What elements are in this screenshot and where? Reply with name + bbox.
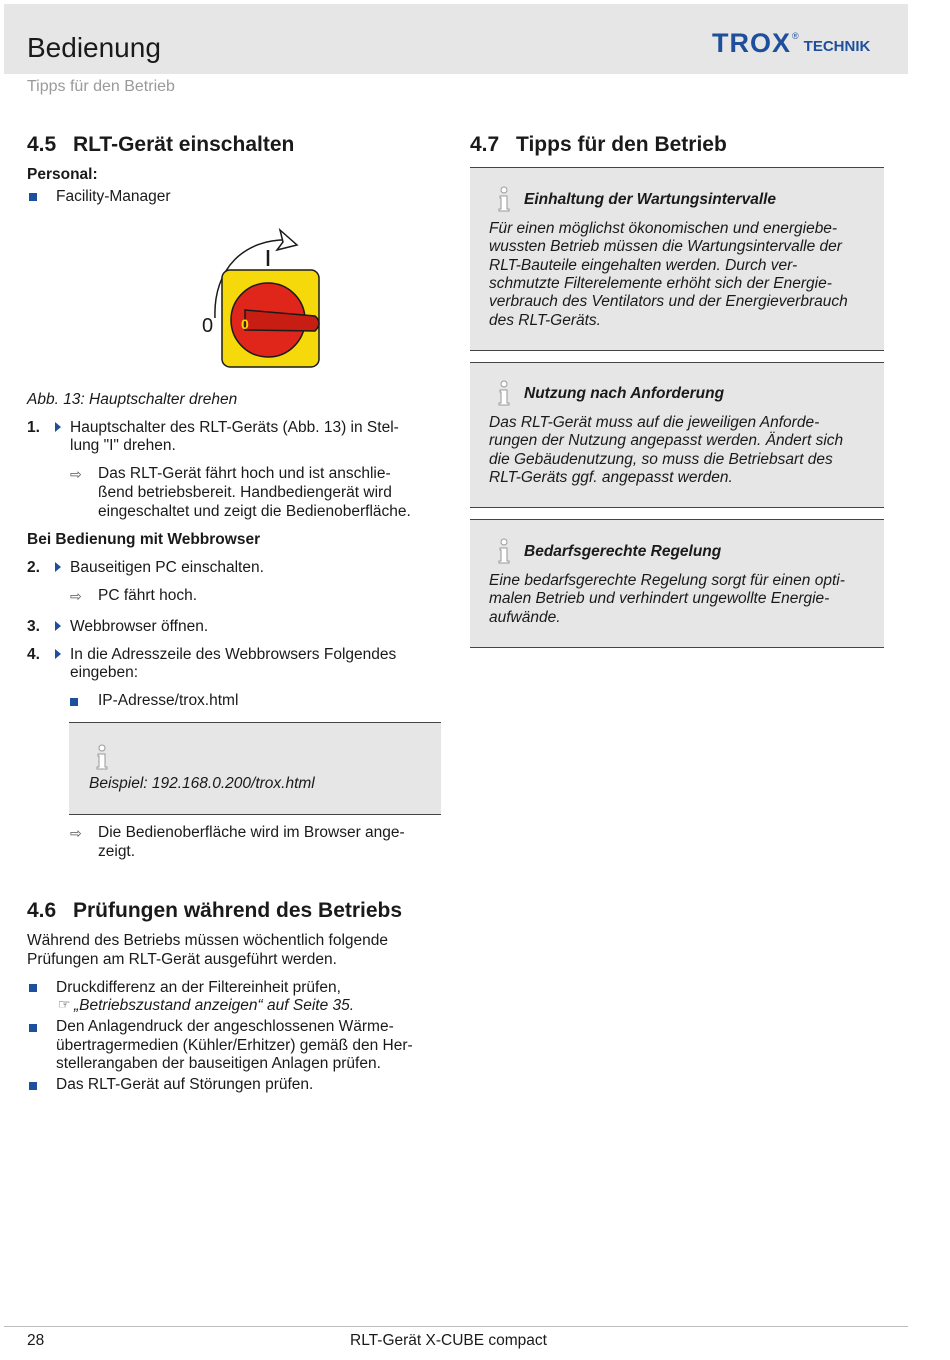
logo-technik: TECHNIK xyxy=(803,38,871,55)
bullet-square xyxy=(70,698,78,706)
step-4-item: IP-Adresse/trox.html xyxy=(98,692,239,709)
result-4-line-2: zeigt. xyxy=(98,843,136,860)
step-arrow-icon xyxy=(55,621,61,631)
result-1-line-2: ßend betriebsbereit. Handbediengerät wird xyxy=(98,484,392,501)
result-arrow-icon: ⇨ xyxy=(70,588,82,604)
page-number: 28 xyxy=(27,1332,45,1349)
position-zero-label: 0 xyxy=(202,315,214,337)
info-icon xyxy=(494,538,514,564)
step-3-text: Webbrowser öffnen. xyxy=(70,618,209,635)
section-4-6-intro-1: Während des Betriebs müssen wöchentlich folgende xyxy=(27,932,389,949)
note-example-text: Beispiel: 192.168.0.200/trox.html xyxy=(89,775,315,792)
trox-logo xyxy=(712,30,870,56)
heading-number: 4.5 xyxy=(27,133,57,156)
tip-line: die Gebäudenutzung, so muss die Betriebsart des xyxy=(489,451,833,468)
figure-caption: Abb. 13: Hauptschalter drehen xyxy=(27,391,238,408)
heading-4-6 xyxy=(27,899,402,923)
sub-heading-webbrowser: Bei Bedienung mit Webbrowser xyxy=(27,531,261,548)
tip-line: verbrauch des Ventilators und der Energieverbrauch xyxy=(489,293,848,310)
info-icon xyxy=(494,186,514,212)
step-1-line-1: Hauptschalter des RLT-Geräts (Abb. 13) in Stel- xyxy=(70,419,399,436)
tip-line: wussten Betrieb müssen die Wartungsintervalle der xyxy=(489,238,842,255)
check-item-3: Das RLT-Gerät auf Störungen prüfen. xyxy=(56,1076,314,1093)
logo-brand: TROX xyxy=(712,28,792,58)
tip-line: RLT-Geräts ggf. angepasst werden. xyxy=(489,469,733,486)
cross-reference-link[interactable]: „Betriebszustand anzeigen“ auf Seite 35. xyxy=(74,997,355,1014)
heading-4-7 xyxy=(470,133,727,157)
result-1-line-1: Das RLT-Gerät fährt hoch und ist anschlie- xyxy=(98,465,391,482)
bullet-square xyxy=(29,984,37,992)
result-arrow-icon: ⇨ xyxy=(70,466,82,482)
check-item-1-line-1: Druckdifferenz an der Filtereinheit prüfen, xyxy=(56,979,341,996)
tip-line: Für einen möglichst ökonomischen und energiebe- xyxy=(489,220,838,237)
result-arrow-icon: ⇨ xyxy=(70,825,82,841)
note-box-example xyxy=(69,722,441,815)
step-number: 3. xyxy=(27,618,40,635)
step-4-line-2: eingeben: xyxy=(70,664,139,681)
bullet-square xyxy=(29,1082,37,1090)
bullet-square xyxy=(29,193,37,201)
heading-text: Prüfungen während des Betriebs xyxy=(73,899,403,922)
tip-title: Nutzung nach Anforderung xyxy=(524,385,725,402)
heading-number: 4.7 xyxy=(470,133,500,156)
step-number: 1. xyxy=(27,419,40,436)
tip-line: malen Betrieb und verhindert ungewollte Energie- xyxy=(489,590,830,607)
heading-number: 4.6 xyxy=(27,899,57,922)
step-2-text: Bauseitigen PC einschalten. xyxy=(70,559,264,576)
section-4-6-intro-2: Prüfungen am RLT-Gerät ausgeführt werden. xyxy=(27,951,337,968)
step-number: 4. xyxy=(27,646,40,663)
step-arrow-icon xyxy=(55,649,61,659)
tip-line: rungen der Nutzung angepasst werden. Ändert sich xyxy=(489,432,844,449)
info-icon xyxy=(494,380,514,406)
check-item-2-line-2: übertragermedien (Kühler/Erhitzer) gemäß den Her- xyxy=(56,1037,413,1054)
section-subtitle: Tipps für den Betrieb xyxy=(27,78,175,95)
step-arrow-icon xyxy=(55,422,61,432)
step-arrow-icon xyxy=(55,562,61,572)
tip-line: schmutzte Filterelemente erhöht sich der Energie- xyxy=(489,275,832,292)
result-2-text: PC fährt hoch. xyxy=(98,587,198,604)
footer-divider xyxy=(4,1326,908,1327)
step-1-line-2: lung "I" drehen. xyxy=(70,437,176,454)
main-switch-figure xyxy=(195,228,335,378)
step-number: 2. xyxy=(27,559,40,576)
tip-title: Bedarfsgerechte Regelung xyxy=(524,543,722,560)
chapter-title: Bedienung xyxy=(27,32,161,63)
knob-zero-label: 0 xyxy=(241,316,249,332)
tip-line: des RLT-Geräts. xyxy=(489,312,601,329)
personnel-label: Personal: xyxy=(27,166,98,183)
check-item-2-line-3: stellerangaben der bauseitigen Anlagen prüfen. xyxy=(56,1055,381,1072)
tip-line: aufwände. xyxy=(489,609,561,626)
heading-text: RLT-Gerät einschalten xyxy=(73,133,295,156)
info-icon xyxy=(92,744,112,770)
tip-line: Das RLT-Gerät muss auf die jeweiligen Anforde- xyxy=(489,414,820,431)
heading-4-5 xyxy=(27,133,294,157)
tip-line: RLT-Bauteile eingehalten werden. Durch ver- xyxy=(489,257,798,274)
tip-title: Einhaltung der Wartungsintervalle xyxy=(524,191,777,208)
personnel-item: Facility-Manager xyxy=(56,188,171,205)
result-4-line-1: Die Bedienoberfläche wird im Browser ange- xyxy=(98,824,405,841)
document-title: RLT-Gerät X-CUBE compact xyxy=(350,1332,547,1349)
tip-line: Eine bedarfsgerechte Regelung sorgt für einen opti- xyxy=(489,572,845,589)
check-item-2-line-1: Den Anlagendruck der angeschlossenen Wärme- xyxy=(56,1018,394,1035)
bullet-square xyxy=(29,1024,37,1032)
heading-text: Tipps für den Betrieb xyxy=(516,133,727,156)
cross-reference-icon: ☞ xyxy=(58,996,71,1012)
logo-registered: ® xyxy=(792,31,799,41)
step-4-line-1: In die Adresszeile des Webbrowsers Folgendes xyxy=(70,646,397,663)
result-1-line-3: eingeschaltet und zeigt die Bedienoberfläche. xyxy=(98,503,411,520)
